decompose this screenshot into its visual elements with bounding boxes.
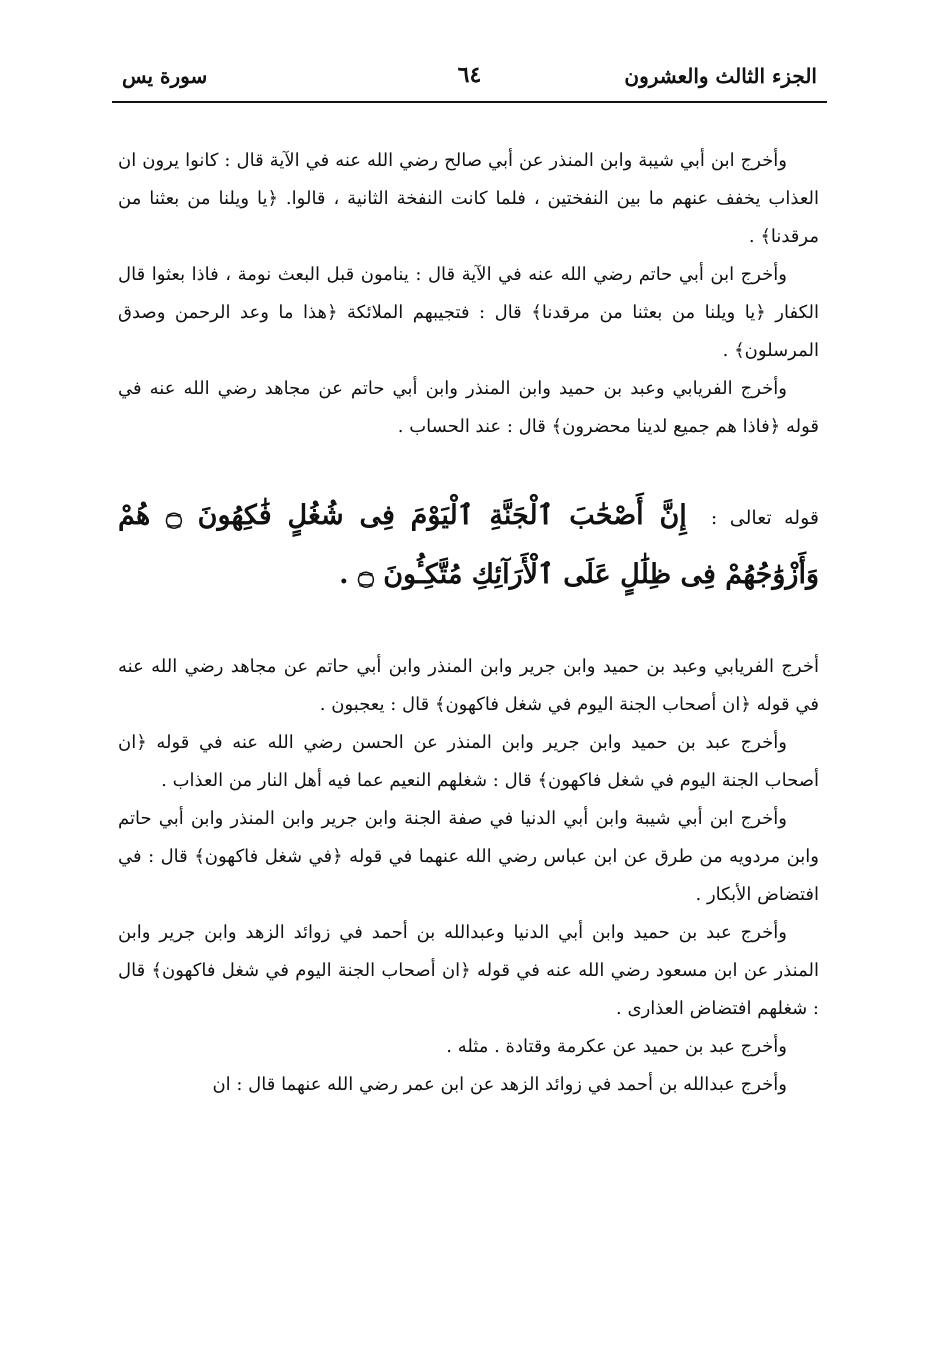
paragraph: وأخرج الفريابي وعبد بن حميد وابن المنذر وابن أبي حاتم عن مجاهد رضي الله عنه في قوله ﴿فاذا هم جميع لدينا محضرون﴾ قال : عند الحساب .	[118, 378, 819, 437]
paragraph: وأخرج ابن أبي شيبة وابن المنذر عن أبي صالح رضي الله عنه في الآية قال : كانوا يرون ان العذاب يخفف عنهم ما بين النفختين ، فلما كانت النفخة الثانية ، قالوا. ﴿يا ويلنا من بعثنا من مرقدنا﴾ .	[118, 150, 819, 247]
header-divider	[112, 101, 827, 103]
page-body	[118, 142, 819, 1104]
surah-title: سورة يس	[122, 64, 208, 88]
paragraph: وأخرج عبد بن حميد وابن جرير وابن المنذر عن الحسن رضي الله عنه في قوله ﴿ان أصحاب الجنة اليوم في شغل فاكهون﴾ قال : شغلهم النعيم عما فيه أهل النار من العذاب .	[118, 732, 819, 791]
paragraph: وأخرج عبدالله بن أحمد في زوائد الزهد عن ابن عمر رضي الله عنهما قال : ان	[212, 1074, 787, 1095]
part-title: الجزء الثالث والعشرون	[624, 64, 817, 88]
paragraph: وأخرج ابن أبي شيبة وابن أبي الدنيا في صفة الجنة وابن جرير وابن المنذر وابن أبي حاتم وابن مردويه من طرق عن ابن عباس رضي الله عنهما في قوله ﴿في شغل فاكهون﴾ قال : في افتضاض الأبكار .	[118, 808, 819, 905]
quran-verse-block	[118, 488, 819, 606]
paragraph: أخرج الفريابي وعبد بن حميد وابن جرير وابن المنذر وابن أبي حاتم عن مجاهد رضي الله عنه في قوله ﴿ان أصحاب الجنة اليوم في شغل فاكهون﴾ قال : يعجبون .	[118, 656, 819, 715]
verse-text: إِنَّ أَصْحَٰبَ ٱلْجَنَّةِ ٱلْيَوْمَ فِى شُغُلٍ فَٰكِهُونَ ۝ هُمْ وَأَزْوَٰجُهُمْ فِى ظِلَٰلٍ عَلَى ٱلْأَرَآئِكِ مُتَّكِـُٔونَ ۝ .	[118, 500, 819, 590]
paragraph: وأخرج ابن أبي حاتم رضي الله عنه في الآية قال : ينامون قبل البعث نومة ، فاذا بعثوا قال الكفار ﴿يا ويلنا من بعثنا من مرقدنا﴾ قال : فتجيبهم الملائكة ﴿هذا ما وعد الرحمن وصدق المرسلون﴾ .	[118, 264, 820, 361]
verse-intro: قوله تعالى :	[710, 507, 819, 529]
page-number: ٦٤	[457, 62, 482, 88]
paragraph: وأخرج عبد بن حميد وابن أبي الدنيا وعبدالله بن أحمد في زوائد الزهد وابن جرير وابن المنذر عن ابن مسعود رضي الله عنه في قوله ﴿ان أصحاب الجنة اليوم في شغل فاكهون﴾ قال : شغلهم افتضاض العذارى .	[118, 922, 819, 1019]
page-header	[118, 58, 821, 102]
paragraph: وأخرج عبد بن حميد عن عكرمة وقتادة . مثله .	[446, 1036, 787, 1057]
